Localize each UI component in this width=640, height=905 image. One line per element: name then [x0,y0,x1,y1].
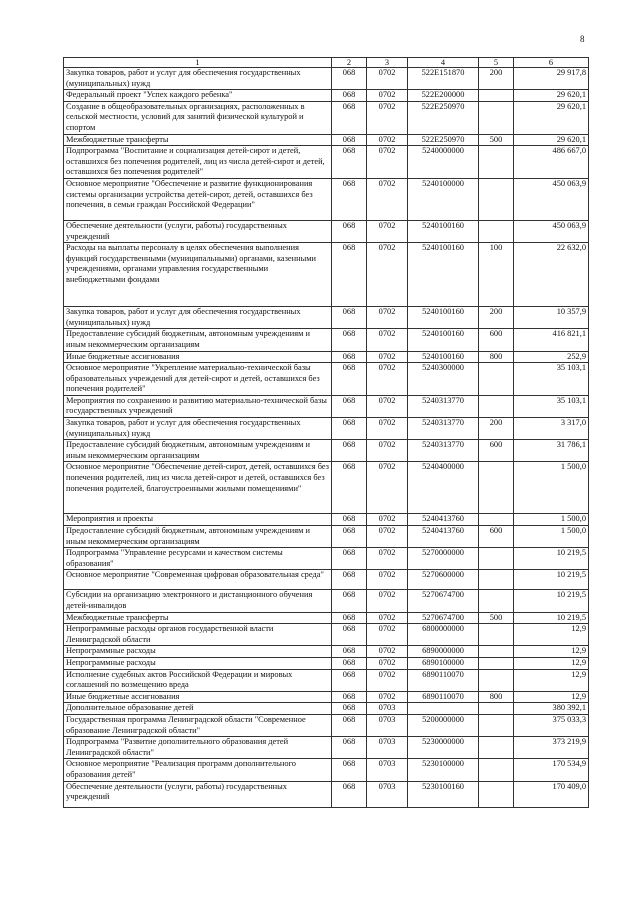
row-target-code-cell: 522E250970 [408,101,479,134]
table-row [64,691,589,703]
row-admin-code-cell: 068 [332,759,367,781]
row-section-code-cell: 0702 [367,526,408,548]
table-row [64,646,589,658]
row-target-code-cell: 5240300000 [408,363,479,396]
header-cell: 2 [332,58,367,68]
table-row [64,526,589,548]
row-amount-cell: 12,9 [514,646,589,658]
row-target-code-cell: 5270674700 [408,590,479,612]
table-row [64,657,589,669]
row-section-code-cell: 0702 [367,669,408,691]
row-admin-code-cell: 068 [332,351,367,363]
row-section-code-cell: 0702 [367,440,408,462]
row-amount-cell: 10 219,5 [514,548,589,570]
row-section-code-cell: 0703 [367,759,408,781]
row-name-cell: Межбюджетные трансферты [64,612,332,624]
row-target-code-cell: 522E250970 [408,134,479,146]
row-section-code-cell: 0702 [367,146,408,179]
table-row [64,178,589,220]
row-section-code-cell: 0702 [367,220,408,242]
row-amount-cell: 486 667,0 [514,146,589,179]
row-section-code-cell: 0702 [367,307,408,329]
header-cell: 4 [408,58,479,68]
table-row [64,570,589,590]
table-header-row [64,58,589,68]
table-row [64,395,589,417]
row-expense-type-cell [479,220,514,242]
row-expense-type-cell [479,759,514,781]
row-admin-code-cell: 068 [332,669,367,691]
row-section-code-cell: 0702 [367,590,408,612]
row-name-cell: Основное мероприятие "Укрепление материально-технической базы образовательных учреждений для детей-сирот и детей, оставшихся без попечения родителей" [64,363,332,396]
row-target-code-cell: 5240100000 [408,178,479,220]
row-name-cell: Федеральный проект "Успех каждого ребенка" [64,90,332,102]
row-section-code-cell: 0703 [367,714,408,736]
table-row [64,134,589,146]
row-amount-cell: 375 033,3 [514,714,589,736]
row-name-cell: Расходы на выплаты персоналу в целях обеспечения выполнения функций государственными (муниципальными) органами, казенными учреждениями, органами управления государственными внебюджетными фондами [64,243,332,307]
table-row [64,737,589,759]
table-row [64,68,589,90]
row-admin-code-cell: 068 [332,243,367,307]
page-number: 8 [580,34,585,44]
row-expense-type-cell: 200 [479,418,514,440]
row-name-cell: Субсидии на организацию электронного и дистанционного обучения детей-инвалидов [64,590,332,612]
row-name-cell: Иные бюджетные ассигнования [64,691,332,703]
table-row [64,624,589,646]
row-admin-code-cell: 068 [332,363,367,396]
row-section-code-cell: 0703 [367,703,408,715]
row-target-code-cell: 5270600000 [408,570,479,590]
row-section-code-cell: 0702 [367,243,408,307]
row-expense-type-cell [479,146,514,179]
row-expense-type-cell: 800 [479,351,514,363]
row-name-cell: Основное мероприятие "Реализация программ дополнительного образования детей" [64,759,332,781]
row-amount-cell: 450 063,9 [514,178,589,220]
row-target-code-cell: 522E151870 [408,68,479,90]
row-name-cell: Мероприятия по сохранению и развитию материально-технической базы государственных учреждений [64,395,332,417]
row-admin-code-cell: 068 [332,737,367,759]
row-expense-type-cell [479,178,514,220]
table-row [64,462,589,514]
row-expense-type-cell: 600 [479,440,514,462]
row-section-code-cell: 0702 [367,462,408,514]
table-row [64,703,589,715]
row-name-cell: Непрограммные расходы органов государственной власти Ленинградской области [64,624,332,646]
row-target-code-cell: 5240413760 [408,526,479,548]
row-amount-cell: 35 103,1 [514,363,589,396]
row-section-code-cell: 0702 [367,351,408,363]
row-amount-cell: 10 357,9 [514,307,589,329]
row-amount-cell: 31 786,1 [514,440,589,462]
row-amount-cell: 450 063,9 [514,220,589,242]
table-row [64,307,589,329]
table-row [64,220,589,242]
row-expense-type-cell [479,703,514,715]
row-section-code-cell: 0702 [367,68,408,90]
table-row [64,363,589,396]
row-target-code-cell: 5240100160 [408,220,479,242]
row-admin-code-cell: 068 [332,781,367,807]
table-row [64,329,589,351]
row-name-cell: Основное мероприятие "Обеспечение детей-сирот, детей, оставшихся без попечения родителей, лиц из числа детей-сирот и детей, оставшихся без попечения родителей, благоустроенными жилыми помещениями" [64,462,332,514]
row-admin-code-cell: 068 [332,612,367,624]
table-row [64,243,589,307]
row-target-code-cell: 5240100160 [408,351,479,363]
budget-table [63,57,589,808]
row-section-code-cell: 0702 [367,514,408,526]
table-row [64,781,589,807]
row-name-cell: Иные бюджетные ассигнования [64,351,332,363]
row-amount-cell: 416 821,1 [514,329,589,351]
row-admin-code-cell: 068 [332,329,367,351]
header-cell: 3 [367,58,408,68]
row-name-cell: Межбюджетные трансферты [64,134,332,146]
row-target-code-cell: 6890110070 [408,669,479,691]
row-expense-type-cell [479,395,514,417]
row-target-code-cell: 5240100160 [408,243,479,307]
table-row [64,548,589,570]
row-name-cell: Закупка товаров, работ и услуг для обеспечения государственных (муниципальных) нужд [64,68,332,90]
row-name-cell: Мероприятия и проекты [64,514,332,526]
row-expense-type-cell [479,90,514,102]
row-expense-type-cell [479,514,514,526]
row-expense-type-cell [479,590,514,612]
table-row [64,612,589,624]
row-expense-type-cell [479,363,514,396]
row-admin-code-cell: 068 [332,418,367,440]
row-target-code-cell: 5200000000 [408,714,479,736]
row-admin-code-cell: 068 [332,146,367,179]
row-target-code-cell: 5230000000 [408,737,479,759]
row-target-code-cell: 6890000000 [408,646,479,658]
row-section-code-cell: 0702 [367,101,408,134]
row-section-code-cell: 0702 [367,90,408,102]
row-amount-cell: 170 534,9 [514,759,589,781]
row-expense-type-cell: 500 [479,134,514,146]
row-expense-type-cell [479,737,514,759]
row-name-cell: Основное мероприятие "Обеспечение и развитие функционирования системы организации устройства детей-сирот, детей, оставшихся без попечения, в семьи граждан Российской Федерации" [64,178,332,220]
table-row [64,440,589,462]
row-section-code-cell: 0703 [367,781,408,807]
row-amount-cell: 1 500,0 [514,526,589,548]
row-admin-code-cell: 068 [332,462,367,514]
row-expense-type-cell [479,781,514,807]
row-amount-cell: 29 620,1 [514,134,589,146]
row-target-code-cell [408,703,479,715]
row-name-cell: Создание в общеобразовательных организациях, расположенных в сельской местности, условий для занятий физической культурой и спортом [64,101,332,134]
row-expense-type-cell: 100 [479,243,514,307]
row-name-cell: Предоставление субсидий бюджетным, автономным учреждениям и иным некоммерческим организациям [64,526,332,548]
row-section-code-cell: 0702 [367,134,408,146]
row-section-code-cell: 0702 [367,418,408,440]
row-expense-type-cell [479,646,514,658]
row-admin-code-cell: 068 [332,590,367,612]
row-admin-code-cell: 068 [332,307,367,329]
row-target-code-cell: 5240100160 [408,329,479,351]
row-target-code-cell: 5230100000 [408,759,479,781]
row-admin-code-cell: 068 [332,90,367,102]
row-name-cell: Подпрограмма "Развитие дополнительного образования детей Ленинградской области" [64,737,332,759]
table-row [64,669,589,691]
row-section-code-cell: 0702 [367,329,408,351]
row-expense-type-cell [479,548,514,570]
row-name-cell: Исполнение судебных актов Российской Федерации и мировых соглашений по возмещению вреда [64,669,332,691]
row-admin-code-cell: 068 [332,657,367,669]
row-expense-type-cell [479,714,514,736]
row-amount-cell: 380 392,1 [514,703,589,715]
row-amount-cell: 12,9 [514,691,589,703]
row-admin-code-cell: 068 [332,570,367,590]
row-target-code-cell: 5240313770 [408,395,479,417]
row-target-code-cell: 5240100160 [408,307,479,329]
row-name-cell: Непрограммные расходы [64,646,332,658]
row-name-cell: Подпрограмма "Воспитание и социализация детей-сирот и детей, оставшихся без попечения родителей, лиц из числа детей-сирот и детей, оставшихся без попечения родителей" [64,146,332,179]
row-amount-cell: 170 409,0 [514,781,589,807]
row-expense-type-cell [479,101,514,134]
row-amount-cell: 22 632,0 [514,243,589,307]
row-amount-cell: 29 620,1 [514,101,589,134]
row-name-cell: Закупка товаров, работ и услуг для обеспечения государственных (муниципальных) нужд [64,307,332,329]
row-admin-code-cell: 068 [332,440,367,462]
row-target-code-cell: 5240313770 [408,440,479,462]
row-target-code-cell: 6890100000 [408,657,479,669]
row-admin-code-cell: 068 [332,220,367,242]
row-target-code-cell: 6800000000 [408,624,479,646]
row-section-code-cell: 0703 [367,737,408,759]
row-admin-code-cell: 068 [332,101,367,134]
row-admin-code-cell: 068 [332,691,367,703]
row-admin-code-cell: 068 [332,624,367,646]
row-section-code-cell: 0702 [367,178,408,220]
row-amount-cell: 10 219,5 [514,570,589,590]
row-amount-cell: 1 500,0 [514,462,589,514]
row-admin-code-cell: 068 [332,178,367,220]
row-expense-type-cell: 800 [479,691,514,703]
row-name-cell: Предоставление субсидий бюджетным, автономным учреждениям и иным некоммерческим организациям [64,440,332,462]
header-cell: 1 [64,58,332,68]
row-expense-type-cell [479,570,514,590]
row-amount-cell: 12,9 [514,624,589,646]
row-name-cell: Основное мероприятие "Современная цифровая образовательная среда" [64,570,332,590]
row-expense-type-cell: 200 [479,68,514,90]
row-admin-code-cell: 068 [332,526,367,548]
row-name-cell: Дополнительное образование детей [64,703,332,715]
row-target-code-cell: 6890110070 [408,691,479,703]
row-expense-type-cell: 500 [479,612,514,624]
row-admin-code-cell: 068 [332,514,367,526]
row-expense-type-cell [479,657,514,669]
row-admin-code-cell: 068 [332,548,367,570]
row-amount-cell: 29 620,1 [514,90,589,102]
header-cell: 5 [479,58,514,68]
table-row [64,514,589,526]
row-amount-cell: 35 103,1 [514,395,589,417]
row-admin-code-cell: 068 [332,68,367,90]
row-section-code-cell: 0702 [367,646,408,658]
table-row [64,590,589,612]
row-section-code-cell: 0702 [367,548,408,570]
row-name-cell: Государственная программа Ленинградской области "Современное образование Ленинградской области" [64,714,332,736]
row-name-cell: Закупка товаров, работ и услуг для обеспечения государственных (муниципальных) нужд [64,418,332,440]
header-cell: 6 [514,58,589,68]
row-target-code-cell: 522E200000 [408,90,479,102]
row-section-code-cell: 0702 [367,395,408,417]
table-row [64,90,589,102]
row-amount-cell: 12,9 [514,669,589,691]
row-section-code-cell: 0702 [367,363,408,396]
row-amount-cell: 252,9 [514,351,589,363]
row-amount-cell: 10 219,5 [514,612,589,624]
row-section-code-cell: 0702 [367,612,408,624]
row-name-cell: Обеспечение деятельности (услуги, работы) государственных учреждений [64,220,332,242]
row-amount-cell: 12,9 [514,657,589,669]
row-name-cell: Непрограммные расходы [64,657,332,669]
row-name-cell: Предоставление субсидий бюджетным, автономным учреждениям и иным некоммерческим организациям [64,329,332,351]
row-name-cell: Подпрограмма "Управление ресурсами и качеством системы образования" [64,548,332,570]
row-admin-code-cell: 068 [332,703,367,715]
row-section-code-cell: 0702 [367,691,408,703]
row-target-code-cell: 5240000000 [408,146,479,179]
row-target-code-cell: 5240413760 [408,514,479,526]
row-section-code-cell: 0702 [367,624,408,646]
row-amount-cell: 1 500,0 [514,514,589,526]
row-amount-cell: 3 317,0 [514,418,589,440]
row-expense-type-cell: 200 [479,307,514,329]
row-admin-code-cell: 068 [332,646,367,658]
row-section-code-cell: 0702 [367,657,408,669]
row-name-cell: Обеспечение деятельности (услуги, работы) государственных учреждений [64,781,332,807]
row-section-code-cell: 0702 [367,570,408,590]
row-target-code-cell: 5240313770 [408,418,479,440]
table-row [64,714,589,736]
row-admin-code-cell: 068 [332,714,367,736]
row-expense-type-cell [479,669,514,691]
table-row [64,146,589,179]
row-admin-code-cell: 068 [332,395,367,417]
table-row [64,101,589,134]
table-row [64,418,589,440]
table-row [64,351,589,363]
row-amount-cell: 10 219,5 [514,590,589,612]
row-target-code-cell: 5230100160 [408,781,479,807]
row-expense-type-cell: 600 [479,526,514,548]
row-expense-type-cell: 600 [479,329,514,351]
row-admin-code-cell: 068 [332,134,367,146]
row-expense-type-cell [479,624,514,646]
row-target-code-cell: 5270000000 [408,548,479,570]
row-amount-cell: 29 917,8 [514,68,589,90]
table-row [64,759,589,781]
row-amount-cell: 373 219,9 [514,737,589,759]
row-target-code-cell: 5270674700 [408,612,479,624]
row-target-code-cell: 5240400000 [408,462,479,514]
row-expense-type-cell [479,462,514,514]
